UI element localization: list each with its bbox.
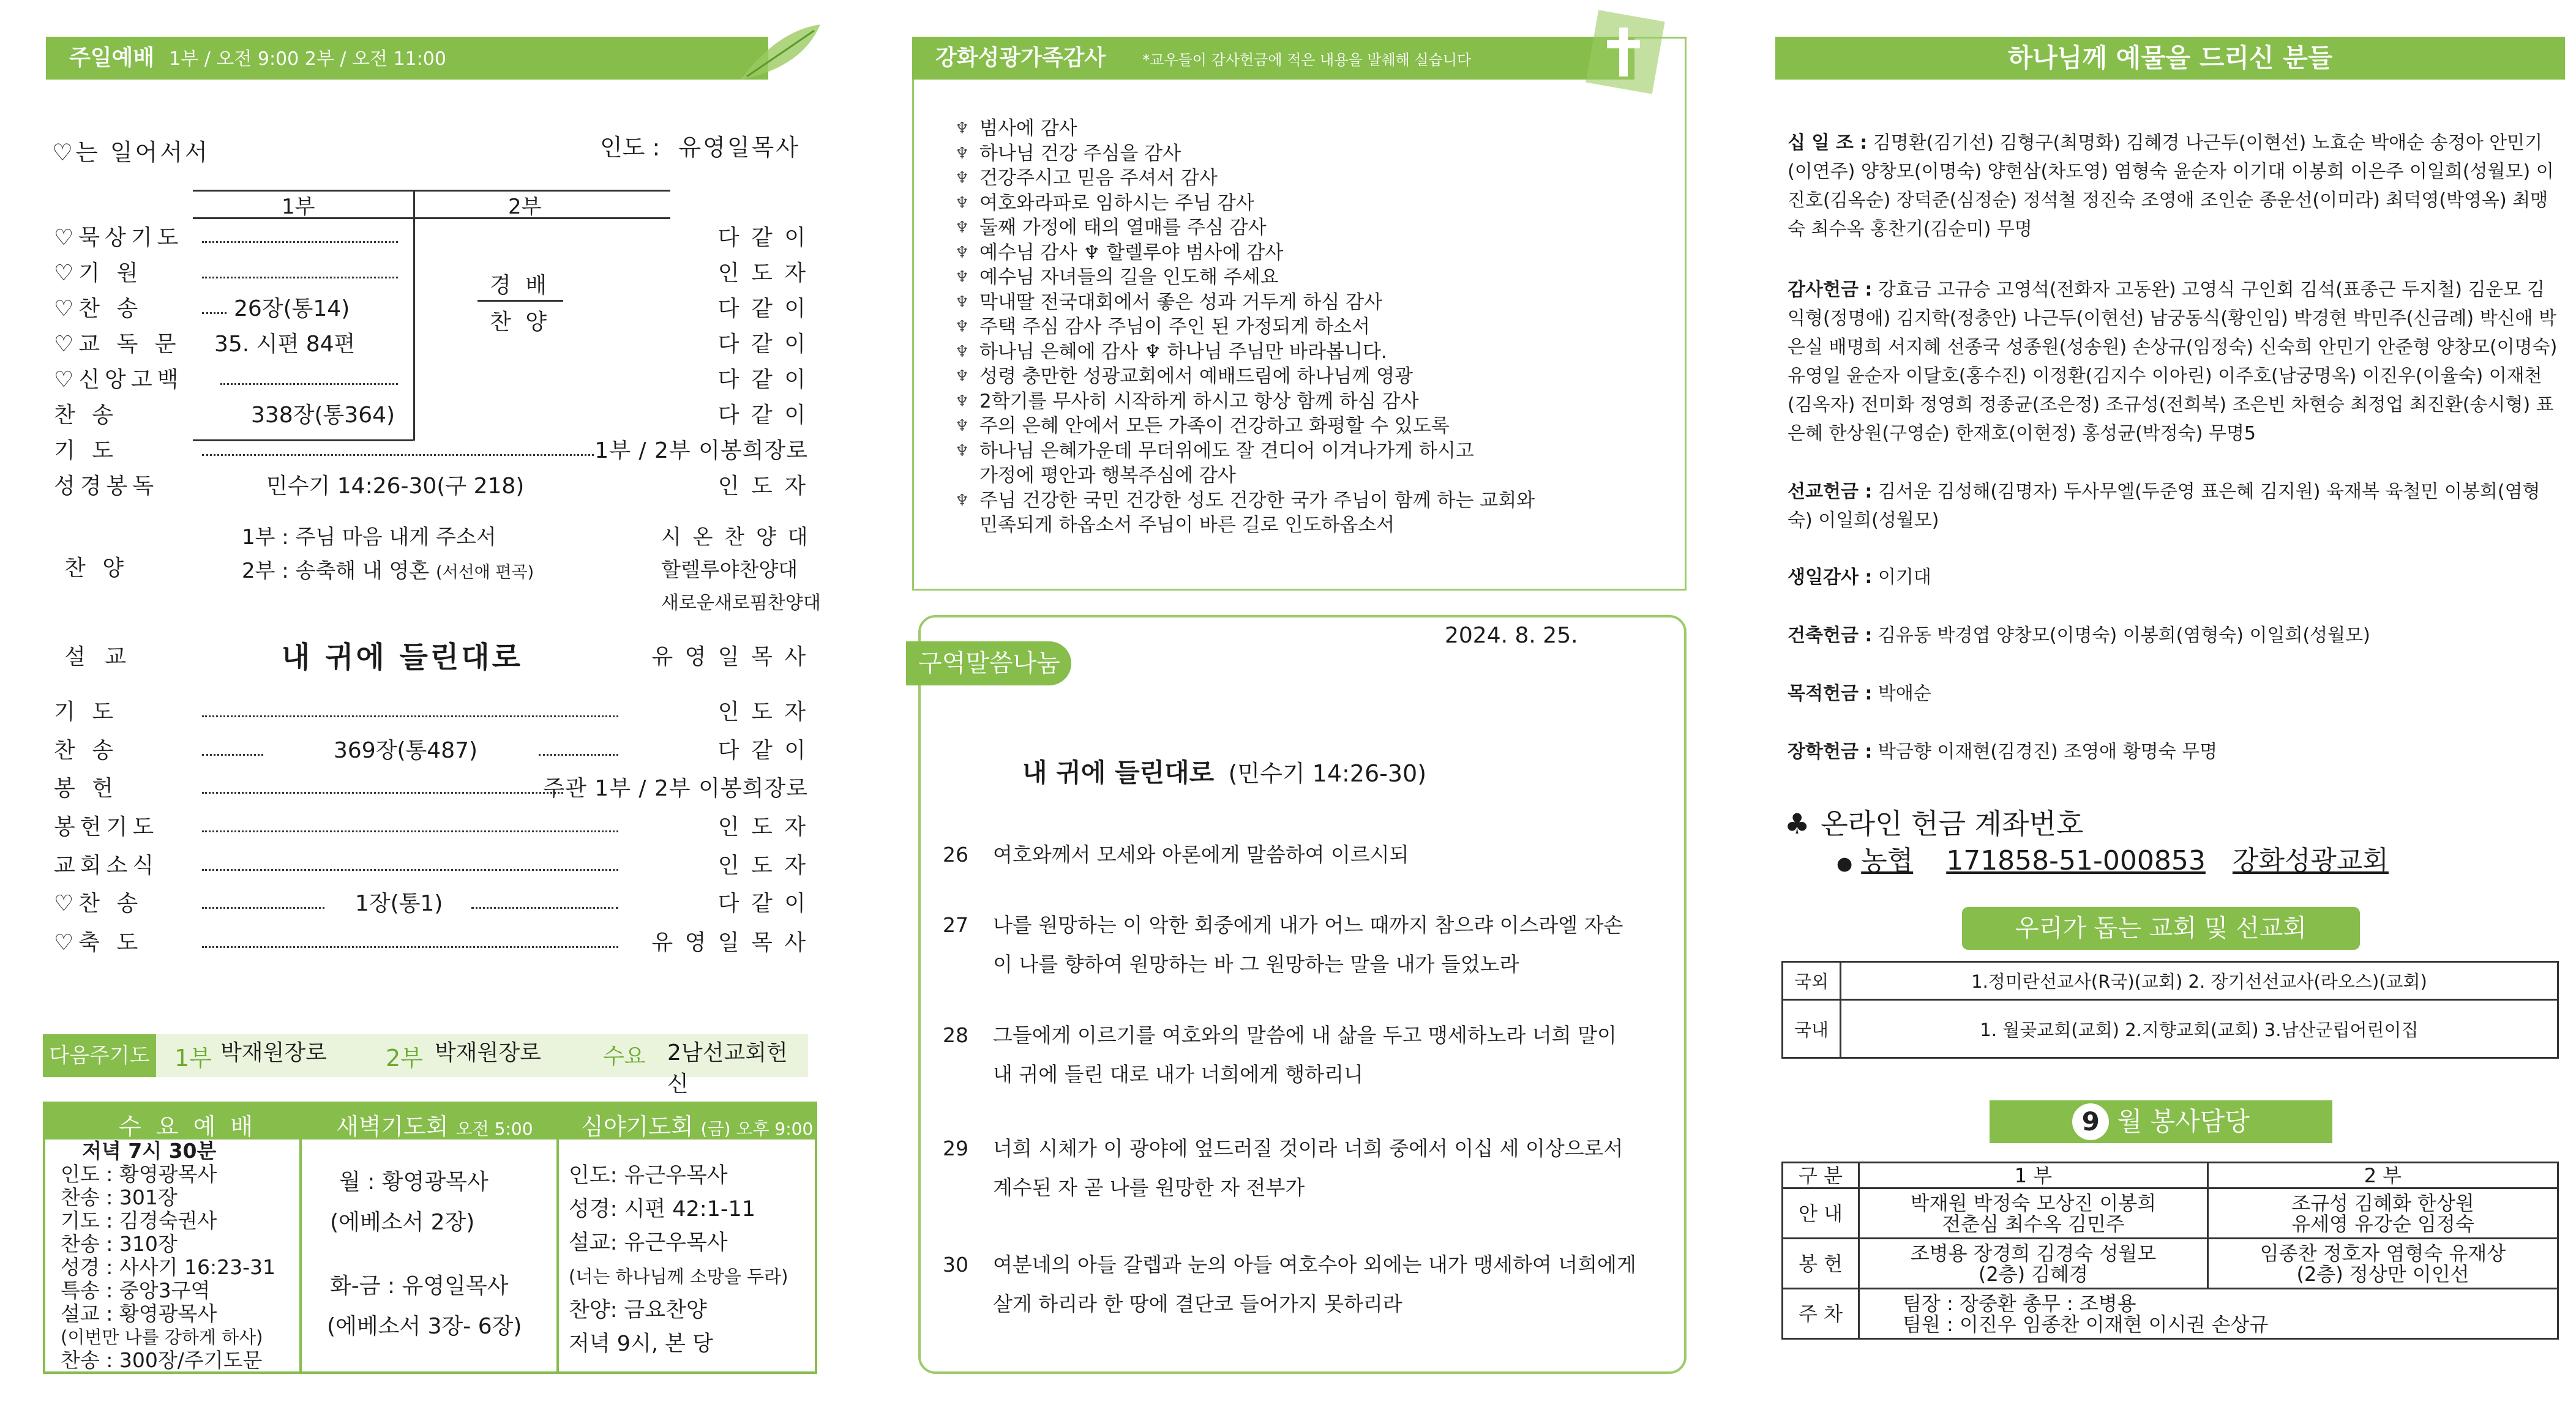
cell (1859, 1239, 2208, 1289)
thanks-item-continued: 가정에 평안과 행복주심에 감사 (979, 464, 1236, 487)
cell-line: 팀원 : 이진우 임종찬 이재현 이시권 손상규 (1903, 1312, 2269, 1336)
online-bank: 농협 (1861, 845, 1914, 876)
service-title: 월 봉사담당 (2117, 1106, 2250, 1136)
wed-line: 인도 : 황영광목사 (61, 1162, 217, 1186)
row-role: 주관 1부 / 2부 이봉희장로 (543, 776, 808, 801)
header-cell: 2 부 (2208, 1163, 2558, 1188)
row-role: 인 도 자 (717, 699, 808, 725)
night-line: 찬양: 금요찬양 (569, 1298, 707, 1322)
thanks-header (912, 37, 1634, 80)
next-week-p2: 박재원장로 (435, 1040, 541, 1065)
row-label-cell: 안 내 (1783, 1188, 1859, 1239)
thanks-item: ♆ 성령 충만한 성광교회에서 예배드림에 하나님께 영광 (955, 364, 1659, 389)
thanks-item: ♆ 하나님 은혜에 감사 ♆ 하나님 주님만 바라봅니다. (955, 340, 1659, 365)
thanks-item-continued: 민족되게 하옵소서 주님이 바른 길로 인도하옵소서 (979, 514, 1395, 536)
row-role: 인 도 자 (717, 815, 808, 840)
cell-line: 임종찬 정호자 염형숙 유재상 (2260, 1241, 2506, 1265)
building-group (1788, 621, 2559, 650)
thanks-item: ♆ 범사에 감사 (955, 116, 1659, 141)
middle-panel (906, 0, 1690, 1410)
row-label: ♡신앙고백 (54, 367, 184, 392)
order-row (37, 469, 826, 504)
cell-line: 팀장 : 장중환 총무 : 조병용 (1903, 1291, 2136, 1315)
group-label: 감사헌금 : (1788, 279, 1873, 300)
leaf-icon (735, 18, 826, 92)
thanks-item: ♆ 여호와라파로 임하시는 주님 감사 (955, 191, 1659, 216)
group-names: 김서운 김성해(김명자) 두사무엘(두준영 표은혜 김지원) 육재복 육철민 이봉희(염형숙) 이일희(성월모) (1788, 481, 2540, 531)
row-label: 봉 헌 (54, 776, 118, 801)
leader-line (600, 129, 800, 162)
dawn-line: (에베소서 2장) (330, 1210, 475, 1235)
dawn-details (315, 1162, 547, 1347)
leader-label: 인도 : (600, 134, 661, 161)
thanks-title: 강화성광가족감사 (935, 45, 1106, 70)
wed-line: 찬송 : 301장 (61, 1185, 178, 1209)
mission-offering-group (1788, 477, 2559, 535)
dot-leader (202, 754, 263, 756)
wed-title: 수 요 예 배 (119, 1113, 257, 1140)
choir-new: 새로운새로핌찬양대 (661, 592, 821, 614)
row-label: 찬 송 (54, 738, 118, 763)
domestic-list: 1. 월곶교회(교회) 2.지향교회(교회) 3.남산군립어린이집 (1841, 1000, 2558, 1058)
wed-line: 기도 : 김경숙권사 (61, 1209, 217, 1233)
order-row (37, 733, 826, 769)
divider (299, 1140, 302, 1372)
verse-text: 여분네의 아들 갈렙과 눈의 아들 여호수아 외에는 내가 맹세하여 너희에게 살게 하리라 한 땅에 결단코 들어가지 못하리라 (993, 1253, 1636, 1316)
thanks-item: ♆ 둘째 가정에 태의 열매를 주심 감사 (955, 215, 1659, 241)
sermon-label: 설 교 (64, 644, 132, 670)
sermon-title: 내 귀에 들린대로 (282, 640, 523, 674)
thanks-item: ♆ 막내딸 전국대회에서 좋은 성과 거두게 하심 감사 (955, 290, 1659, 315)
bullet-icon: ● (1837, 853, 1853, 875)
dot-leader (202, 277, 398, 278)
choir-label: 찬 양 (64, 556, 129, 581)
missions-table (1781, 961, 2559, 1059)
next-week-p2-label: 2부 (386, 1045, 423, 1072)
order-row (37, 220, 826, 256)
tithe-group (1788, 129, 2559, 244)
verse-number: 26 (943, 843, 968, 867)
dot-leader (471, 907, 618, 909)
verse-number: 27 (943, 913, 968, 937)
group-label: 선교헌금 : (1788, 481, 1873, 502)
thanks-item: ♆ 하나님 건강 주심을 감사 (955, 141, 1659, 166)
row-label: ♡기 원 (54, 261, 143, 286)
cell-line: (2층) 정상만 이인선 (2296, 1262, 2469, 1286)
responsive-reading: 35. 시편 84편 (214, 332, 356, 357)
dot-leader (202, 869, 618, 871)
row-role: 다 같 이 (717, 738, 808, 763)
wed-time: 저녁 7시 30분 (82, 1139, 217, 1163)
standing-note: ♡는 일어서서 (52, 139, 210, 166)
divider (193, 217, 670, 219)
wed-line: 찬송 : 310장 (61, 1232, 178, 1256)
dot-leader (539, 754, 618, 756)
order-row (37, 695, 826, 730)
dawn-time: 오전 5:00 (455, 1119, 533, 1139)
sharing-title: 내 귀에 들린대로 (1022, 758, 1215, 788)
col-2-header: 2부 (508, 195, 542, 219)
row-label: ♡찬 송 (54, 296, 143, 321)
abroad-label: 국외 (1783, 962, 1841, 1000)
row-label: 찬 송 (54, 403, 118, 428)
row-role: 다 같 이 (717, 296, 808, 321)
night-title-text: 심야기도회 (581, 1113, 694, 1140)
wed-details (61, 1140, 293, 1372)
wed-line: 특송 : 중앙3구역 (61, 1278, 211, 1302)
order-row (37, 362, 826, 398)
cell (2208, 1239, 2558, 1289)
verse-text: 여호와께서 모세와 아론에게 말씀하여 이르시되 (993, 843, 1409, 867)
night-line: (너는 하나님께 소망을 두라) (569, 1266, 788, 1287)
dot-leader (220, 383, 398, 385)
sermon-preacher: 유 영 일 목 사 (651, 644, 808, 670)
table-row (1783, 1000, 2558, 1058)
next-week-p1-label: 1부 (174, 1045, 212, 1072)
dawn-line: 월 : 황영광목사 (339, 1169, 489, 1195)
cell (2208, 1188, 2558, 1239)
cell-line: 조규성 김혜화 한상원 (2291, 1191, 2474, 1215)
sharing-date: 2024. 8. 25. (1445, 623, 1578, 648)
divider (193, 190, 670, 192)
dot-leader (202, 241, 398, 243)
table-row (1783, 1188, 2558, 1239)
domestic-label: 국내 (1783, 1000, 1841, 1058)
wed-line: 찬송 : 300장/주기도문 (61, 1348, 263, 1372)
col-1-header: 1부 (282, 195, 315, 219)
service-header (1990, 1100, 2332, 1143)
header-cell: 1 부 (1859, 1163, 2208, 1188)
wed-line: (이번만 나를 강하게 하사) (61, 1327, 263, 1348)
row-label: ♡묵상기도 (54, 225, 184, 250)
group-names: 이기대 (1878, 567, 1931, 588)
row-role: 다 같 이 (717, 225, 808, 250)
next-week-wed: 2남선교회헌신 (667, 1040, 788, 1097)
birthday-group (1788, 563, 2559, 592)
verse-number: 30 (943, 1253, 968, 1277)
order-row (37, 327, 826, 362)
choir-second-title: 2부 : 송축해 내 영혼 (242, 559, 430, 583)
dot-leader (202, 454, 594, 456)
dot-leader (202, 907, 324, 909)
online-title-line (1784, 802, 2083, 842)
next-week-wed-label: 수요 (603, 1044, 646, 1069)
dot-leader (202, 792, 563, 794)
dot-leader (202, 715, 618, 717)
cross-icon (1567, 9, 1671, 95)
order-row (37, 886, 826, 922)
cell (1859, 1289, 2558, 1339)
group-names: 강효금 고규승 고영석(전화자 고동완) 고영식 구인회 김석(표종근 두지철) 김운모 김익형(정명애) 김지학(정충안) 나근두(이현선) 남궁동식(황인임) 박경현 박민주(신금례) 박신애 박은실 배명희 서지혜 선종국 성종원(성송원) 손상규(임정숙) 신숙희 안민기 안준형 양창모(이명숙) 유영일 윤순자 이달호(홍수진) 이정환(김지수 이아린) 이주호(남궁명옥) 이진우(이율숙) 이재천(김옥자) 전미화 정영희 정종균(조은정) 조규성(전희복) 조은빈 차현승 최정업 최진환(송시형) 표은혜 한상원(구영순) 한재호(이현정) 홍성균(박정숙) 무명5 (1788, 279, 2558, 444)
row-role: 1부 / 2부 이봉희장로 (594, 438, 808, 463)
order-row (37, 771, 826, 807)
thanks-item: ♆ 주택 주심 감사 주님이 주인 된 가정되게 하소서 (955, 315, 1659, 340)
scholarship-group (1788, 737, 2559, 766)
night-line: 설교: 유근우목사 (569, 1231, 728, 1255)
night-time: (금) 오후 9:00 (700, 1119, 814, 1139)
group-label: 십 일 조 : (1788, 132, 1868, 154)
sharing-tab: 구역말씀나눔 (906, 641, 1071, 685)
left-panel (37, 0, 826, 1410)
row-label: 봉헌기도 (54, 815, 159, 840)
hymn-number: 338장(통364) (251, 403, 395, 428)
cell-line: 전춘심 최수옥 김민주 (1942, 1212, 2125, 1236)
row-role: 유 영 일 목 사 (651, 930, 808, 955)
purpose-group (1788, 679, 2559, 708)
row-label-cell: 주 차 (1783, 1289, 1859, 1339)
right-panel (1769, 0, 2571, 1410)
dot-leader (202, 946, 618, 948)
thanks-item: ♆ 주의 은혜 안에서 모든 가족이 건강하고 화평할 수 있도록 (955, 414, 1659, 439)
order-row (37, 810, 826, 845)
thanks-list (955, 116, 1659, 538)
abroad-list: 1.정미란선교사(R국)(교회) 2. 장기선선교사(라오스)(교회) (1841, 962, 2558, 1000)
worship-times: 1부 / 오전 9:00 2부 / 오전 11:00 (169, 48, 446, 70)
choir-first: 1부 : 주님 마음 내게 주소서 (242, 525, 496, 550)
dot-leader (202, 312, 227, 314)
cell-line: 조병용 장경희 김경숙 성월모 (1910, 1241, 2157, 1265)
offerings-header: 하나님께 예물을 드리신 분들 (1775, 37, 2565, 80)
wed-line: 성경 : 사사기 16:23-31 (61, 1255, 275, 1279)
thanks-item: ♆ 예수님 자녀들의 길을 인도해 주세요 (955, 265, 1659, 290)
row-label: 기 도 (54, 438, 118, 463)
prayer-meetings-box (43, 1102, 817, 1374)
row-role: 인 도 자 (717, 853, 808, 878)
row-role: 다 같 이 (717, 403, 808, 428)
order-row (37, 256, 826, 291)
order-row (37, 925, 826, 961)
dawn-line: 화-금 : 유영일목사 (330, 1274, 509, 1299)
verse-number: 28 (943, 1023, 968, 1047)
service-table (1781, 1162, 2559, 1340)
thanks-note: *교우들이 감사헌금에 적은 내용을 발췌해 실습니다 (1142, 51, 1472, 69)
thanks-item: ♆ 예수님 감사 ♆ 할렐루야 범사에 감사 (955, 241, 1659, 266)
dawn-title-text: 새벽기도회 (336, 1113, 449, 1140)
group-label: 장학헌금 : (1788, 741, 1873, 763)
scripture-reading: 민수기 14:26-30(구 218) (266, 474, 525, 499)
row-label: ♡교 독 문 (54, 332, 181, 357)
dot-leader (202, 830, 618, 832)
group-names: 박애순 (1878, 683, 1931, 704)
choir-zion: 시 온 찬 양 대 (661, 525, 811, 550)
order-row (37, 398, 826, 433)
order-row (37, 291, 826, 327)
thanks-item: ♆ 2학기를 무사히 시작하게 하시고 항상 함께 하심 감사 (955, 389, 1659, 414)
verse-number: 29 (943, 1136, 968, 1160)
online-account: 171858-51-000853 (1946, 845, 2206, 876)
missions-header: 우리가 돕는 교회 및 선교회 (1962, 907, 2360, 950)
night-line: 성경: 시편 42:1-11 (569, 1197, 756, 1222)
verse-text: 나를 원망하는 이 악한 회중에게 내가 어느 때까지 참으랴 이스라엘 자손이 나를 향하여 원망하는 바 그 원망하는 말을 내가 들었노라 (993, 913, 1623, 976)
row-role: 인 도 자 (717, 474, 808, 499)
group-label: 생일감사 : (1788, 567, 1873, 588)
sharing-heading (1022, 753, 1426, 789)
row-role: 다 같 이 (717, 332, 808, 357)
row-label: 성경봉독 (54, 474, 159, 499)
next-week-bar (43, 1034, 808, 1097)
cell-line: (2층) 김혜경 (1978, 1262, 2089, 1286)
worship-header (46, 37, 768, 80)
table-row (1783, 1163, 2558, 1188)
thanks-item: ♆ 하나님 은혜가운데 무더위에도 잘 견디어 이겨나가게 하시고 (955, 439, 1659, 464)
verse-text: 그들에게 이르기를 여호와의 말씀에 내 삶을 두고 맹세하노라 너희 말이 내 귀에 들린 대로 내가 너희에게 행하리니 (993, 1023, 1617, 1086)
wed-line: 설교 : 황영광목사 (61, 1302, 217, 1326)
row-label: ♡축 도 (54, 930, 143, 955)
cell-line: 유세영 유강순 임정숙 (2291, 1212, 2474, 1236)
month-badge: 9 (2072, 1103, 2109, 1140)
row-role: 다 같 이 (717, 367, 808, 392)
hymn-number: 26장(통14) (234, 296, 350, 321)
cell-line: 박재원 박정숙 모상진 이봉희 (1910, 1191, 2157, 1215)
online-account-line (1837, 838, 2389, 878)
col2-praise: 찬 양 (490, 310, 550, 335)
group-label: 건축헌금 : (1788, 625, 1873, 646)
night-line: 저녁 9시, 본 당 (569, 1332, 713, 1356)
row-label: ♡찬 송 (54, 891, 143, 916)
header-cell: 구 분 (1783, 1163, 1859, 1188)
night-details (569, 1159, 814, 1361)
club-icon: ♣ (1784, 807, 1810, 840)
night-title (581, 1108, 813, 1141)
hymn-number: 369장(통487) (334, 738, 478, 763)
group-names: 박금향 이재현(김경진) 조영애 황명숙 무명 (1878, 741, 2218, 763)
row-role: 인 도 자 (717, 261, 808, 286)
choir-hallelujah: 할렐루야찬양대 (661, 558, 798, 581)
thanks-item: ♆ 주님 건강한 국민 건강한 성도 건강한 국가 주님이 함께 하는 교회와 (955, 488, 1659, 513)
row-label-cell: 봉 헌 (1783, 1239, 1859, 1289)
online-title: 온라인 헌금 계좌번호 (1821, 807, 2084, 840)
table-row (1783, 1289, 2558, 1339)
order-row (37, 848, 826, 884)
row-label: 교회소식 (54, 853, 159, 878)
row-label: 기 도 (54, 699, 118, 725)
group-names: 김명환(김기선) 김형구(최명화) 김혜경 나근두(이현선) 노효순 박애순 송정아 안민기(이연주) 양창모(이명숙) 양현삼(차도영) 염형숙 윤순자 이기대 이봉희 이은주 이일희(성월모) 이진호(김옥순) 장덕준(심정순) 정석철 정진숙 조영애 조인순 종운선(이미라) 최덕영(박영옥) 최맹숙 최수옥 홍찬기(김순미) 무명 (1788, 132, 2554, 240)
choir-second (242, 554, 534, 584)
group-names: 김유동 박경엽 양창모(이명숙) 이봉희(염형숙) 이일희(성월모) (1878, 625, 2370, 646)
row-role: 다 같 이 (717, 891, 808, 916)
next-week-p1: 박재원장로 (220, 1040, 327, 1065)
online-holder: 강화성광교회 (2232, 845, 2389, 876)
dawn-title (336, 1108, 533, 1141)
thanks-item: ♆ 건강주시고 믿음 주셔서 감사 (955, 166, 1659, 191)
table-row (1783, 962, 2558, 1000)
hymn-number: 1장(통1) (355, 891, 443, 916)
thanks-offering-group (1788, 275, 2559, 448)
leader-name: 유영일목사 (678, 134, 800, 161)
table-row (1783, 1239, 2558, 1289)
worship-title: 주일예배 (69, 45, 155, 70)
next-week-tab: 다음주기도 (43, 1034, 156, 1077)
col2-worship: 경 배 (490, 273, 550, 298)
cell (1859, 1188, 2208, 1239)
choir-second-note: (서선애 편곡) (436, 563, 534, 582)
sharing-ref: (민수기 14:26-30) (1228, 760, 1427, 787)
group-label: 목적헌금 : (1788, 683, 1873, 704)
night-line: 인도: 유근우목사 (569, 1163, 728, 1188)
divider (556, 1140, 559, 1372)
verse-text: 너희 시체가 이 광야에 엎드러질 것이라 너희 중에서 이십 세 이상으로서 계수된 자 곧 나를 원망한 자 전부가 (993, 1136, 1623, 1199)
dawn-line: (에베소서 3장- 6장) (327, 1314, 522, 1339)
order-row (37, 433, 826, 469)
